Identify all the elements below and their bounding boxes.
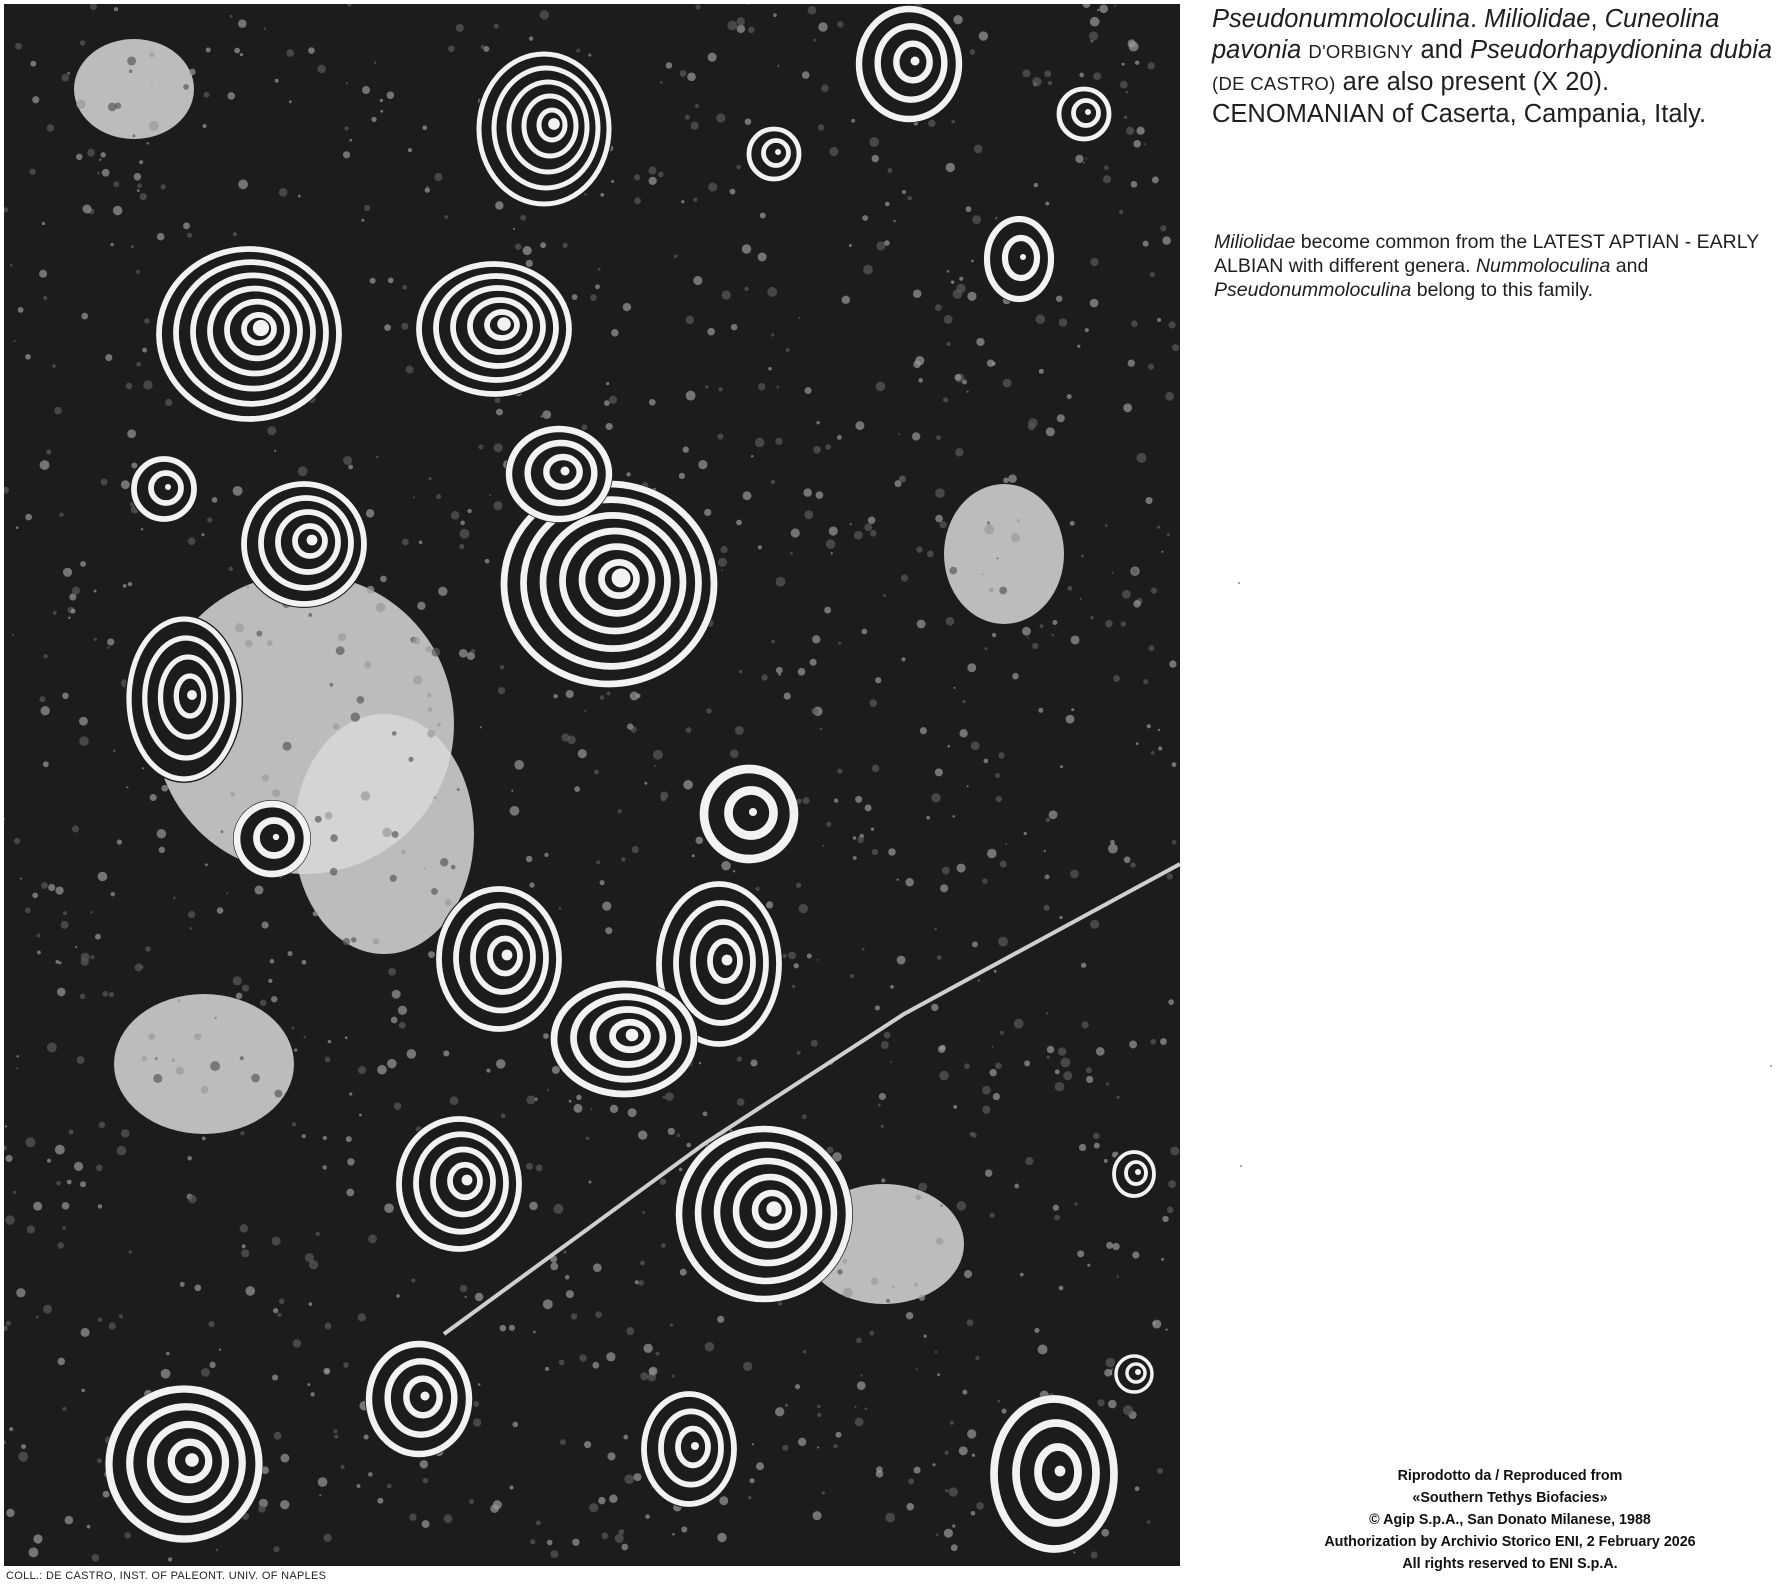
note-text-1: become common from the LATEST APTIAN - EARLY ALBIAN with different genera. <box>1214 231 1759 277</box>
copyright-line-1: Riprodotto da / Reproduced from <box>1397 1468 1623 1484</box>
note-and: and <box>1615 255 1649 277</box>
foraminifer-shell <box>1112 1352 1156 1396</box>
speck <box>1240 1165 1242 1167</box>
caption-verb: are <box>1342 68 1380 96</box>
copyright-line-5: All rights reserved to ENI S.p.A. <box>1402 1556 1618 1572</box>
caption-age: CENOMANIAN <box>1212 100 1385 128</box>
caption-locality: of Caserta, Campania, Italy. <box>1391 100 1707 128</box>
note-text-2: belong to this family. <box>1416 279 1594 301</box>
caption-tail: also present (X 20). <box>1386 68 1610 96</box>
caption-author-2: (DE CASTRO) <box>1212 73 1336 94</box>
family-note <box>1214 230 1784 302</box>
foraminifer-shell <box>1055 85 1113 143</box>
foraminifer-shell <box>983 215 1055 303</box>
copyright-line-3: © Agip S.p.A., San Donato Milanese, 1988 <box>1369 1512 1651 1528</box>
copyright-line-2: «Southern Tethys Biofacies» <box>1412 1490 1608 1506</box>
note-genus-a: Nummoloculina <box>1475 255 1611 277</box>
speck <box>1238 582 1240 584</box>
speck <box>1770 1065 1772 1067</box>
foraminifer-shell <box>130 455 198 523</box>
caption-family: Miliolidae <box>1484 5 1591 33</box>
note-term: Miliolidae <box>1214 231 1296 253</box>
matrix-patch <box>74 39 194 139</box>
photo-credit: COLL.: DE CASTRO, INST. OF PALEONT. UNIV. OF NAPLES <box>6 1570 327 1582</box>
matrix-patch <box>114 994 294 1134</box>
figure-caption: Pseudonummoloculina. Miliolidae, Cuneolina pavonia D'ORBIGNY and Pseudorhapydionina dubia (DE CASTRO) are also present (X 20). CENOMANIAN of Caserta, Campania, Italy. <box>1212 5 1773 128</box>
caption-conj: and <box>1420 36 1463 64</box>
copyright-line-4: Authorization by Archivio Storico ENI, 2 February 2026 <box>1324 1534 1696 1550</box>
matrix-patch <box>944 484 1064 624</box>
note-genus-b: Pseudonummoloculina <box>1214 279 1412 301</box>
copyright-block <box>1240 1465 1780 1575</box>
caption-species-1: Cuneolina pavonia <box>1212 5 1720 64</box>
foraminifer-shell <box>233 800 311 878</box>
thin-section-photomicrograph <box>4 4 1180 1566</box>
caption-species-2: Pseudorhapydionina dubia <box>1470 36 1773 64</box>
caption-author-1: D'ORBIGNY <box>1308 41 1414 62</box>
foraminifer-shell <box>745 125 803 183</box>
foraminifer-shell <box>1110 1148 1158 1200</box>
caption-genus: Pseudonummoloculina <box>1212 5 1470 33</box>
